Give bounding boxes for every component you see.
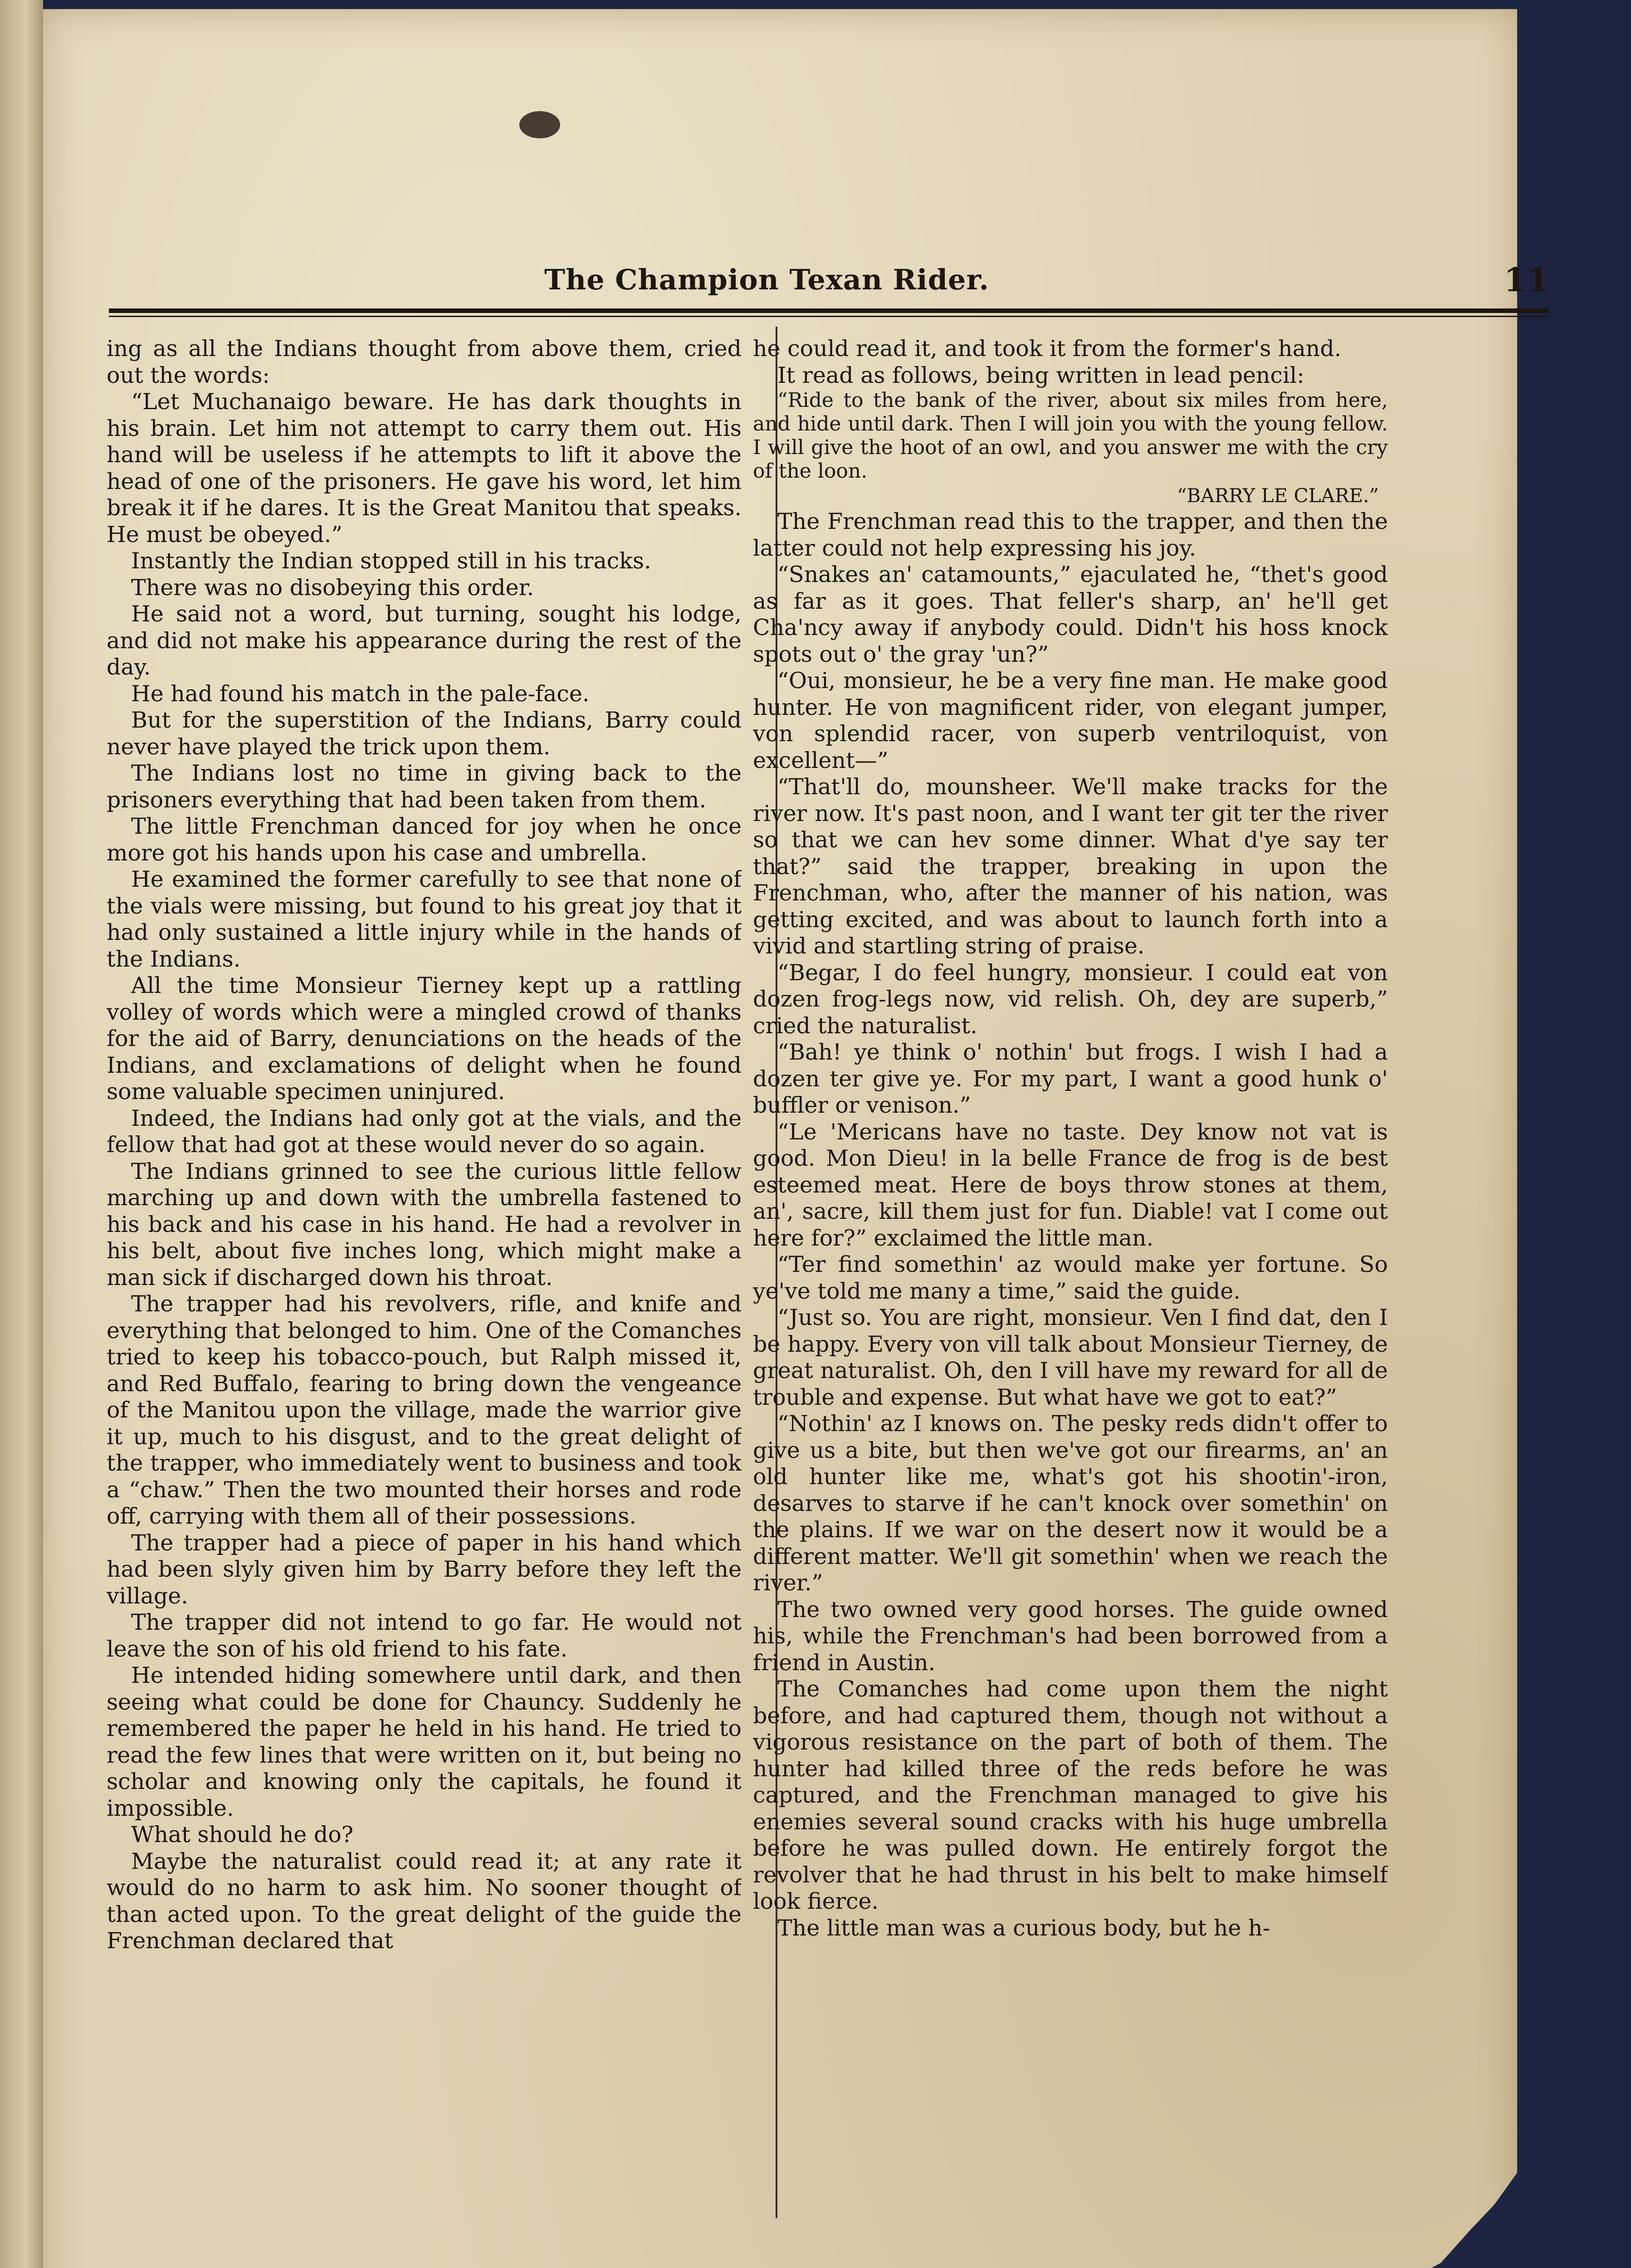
paragraph: All the time Monsieur Tierney kept up a rattling volley of words which were a mingled crowd of thanks for the aid of Barry, denunciations on the heads of the Indians, and exclamations of delight when he found some valuable specimen uninjured. bbox=[107, 973, 742, 1105]
paragraph: He examined the former carefully to see that none of the vials were missing, but found to his great joy that it had only sustained a little injury while in the hands of the Indians. bbox=[107, 866, 742, 972]
paragraph: “Let Muchanaigo beware. He has dark thoughts in his brain. Let him not attempt to carry them out. His hand will be useless if he attempts to lift it above the head of one of the prisoners. He gave his word, let him break it if he dares. It is the Great Manitou that speaks. He must be obeyed.” bbox=[107, 389, 742, 547]
paragraph: “Oui, monsieur, he be a very fine man. He make good hunter. He von magnificent rider, von elegant jumper, von splendid racer, von superb ventriloquist, von excellent—” bbox=[753, 668, 1388, 773]
paragraph: “Begar, I do feel hungry, monsieur. I could eat von dozen frog-legs now, vid relish. Oh, dey are superb,” cried the naturalist. bbox=[753, 959, 1388, 1039]
right-column bbox=[753, 336, 1388, 2214]
paragraph: He had found his match in the pale-face. bbox=[131, 680, 590, 707]
paragraph: It read as follows, being written in lead pencil: bbox=[777, 362, 1304, 388]
paragraph: Maybe the naturalist could read it; at any rate it would do no harm to ask him. No sooner thought of than acted upon. To the great delight of the guide the Frenchman declared that bbox=[107, 1848, 742, 1954]
paragraph: “Ter find somethin' az would make yer fortune. So ye've told me many a time,” said the guide. bbox=[753, 1251, 1388, 1304]
paragraph: “Nothin' az I knows on. The pesky reds didn't offer to give us a bite, but then we've got our firearms, an' an old hunter like me, what's got his shootin'-iron, desarves to starve if he can't knock over somethin' on the plains. If we war on the desert now it would be a different matter. We'll git somethin' when we reach the river.” bbox=[753, 1411, 1388, 1596]
paragraph: The Indians grinned to see the curious little fellow marching up and down with the umbrella fastened to his back and his case in his hand. He had a revolver in his belt, about five inches long, which might make a man sick if discharged down his throat. bbox=[107, 1158, 742, 1290]
paragraph: The trapper had his revolvers, rifle, and knife and everything that belonged to him. One of the Comanches tried to keep his tobacco-pouch, but Ralph missed it, and Red Buffalo, fearing to bring down the vengeance of the Manitou upon the village, made the warrior give it up, much to his disgust, and to the great delight of the trapper, who immediately went to business and took a “chaw.” Then the two mounted their horses and rode off, carrying with them all of their possessions. bbox=[107, 1291, 742, 1529]
paragraph: Indeed, the Indians had only got at the vials, and the fellow that had got at these would never do so again. bbox=[107, 1105, 742, 1158]
paragraph: “That'll do, mounsheer. We'll make tracks for the river now. It's past noon, and I want ter git ter the river so that we can hev some dinner. What d'ye say ter that?” said the trapper, breaking in upon the Frenchman, who, after the manner of his nation, was getting excited, and was about to launch forth into a vivid and startling string of praise. bbox=[753, 774, 1388, 959]
paragraph: He intended hiding somewhere until dark, and then seeing what could be done for Chauncy. Suddenly he remembered the paper he held in his hand. He tried to read the few lines that were written on it, but being no scholar and knowing only the capitals, he found it impossible. bbox=[107, 1662, 742, 1821]
paragraph: But for the superstition of the Indians, Barry could never have played the trick upon them. bbox=[107, 707, 742, 760]
left-column bbox=[107, 336, 742, 2214]
paragraph: The two owned very good horses. The guide owned his, while the Frenchman's had been borrowed from a friend in Austin. bbox=[753, 1596, 1388, 1676]
paragraph: “Just so. You are right, monsieur. Ven I find dat, den I be happy. Every von vill talk about Monsieur Tierney, de great naturalist. Oh, den I vill have my reward for all de trouble and expense. But what have we got to eat?” bbox=[753, 1305, 1388, 1410]
ink-blot bbox=[519, 111, 560, 138]
header-rule bbox=[109, 308, 1549, 313]
paragraph: ing as all the Indians thought from above them, cried out the words: bbox=[107, 336, 742, 388]
page-header bbox=[109, 254, 1549, 299]
paragraph: “Snakes an' catamounts,” ejaculated he, “thet's good as far as it goes. That feller's sharp, an' he'll get Cha'ncy away if anybody could. Didn't his hoss knock spots out o' the gray 'un?” bbox=[753, 562, 1388, 667]
paragraph: The little man was a curious body, but he h- bbox=[777, 1915, 1270, 1941]
paragraph: The Comanches had come upon them the night before, and had captured them, though not without a vigorous resistance on the part of both of them. The hunter had killed three of the reds before he was captured, and the Frenchman managed to give his enemies several sound cracks with his huge umbrella before he was pulled down. He entirely forgot the revolver that he had thrust in his belt to make himself look fierce. bbox=[753, 1676, 1388, 1914]
paragraph: What should he do? bbox=[131, 1822, 354, 1848]
previous-page-edge bbox=[0, 0, 43, 2268]
paragraph: He said not a word, but turning, sought his lodge, and did not make his appearance during the rest of the day. bbox=[107, 601, 742, 680]
paragraph: “Ride to the bank of the river, about six miles from here, and hide until dark. Then I will join you with the young fellow. I will give the hoot of an owl, and you answer me with the cry of the loon. bbox=[753, 389, 1388, 483]
page-number: 11 bbox=[1504, 260, 1549, 299]
paragraph: There was no disobeying this order. bbox=[131, 574, 534, 601]
paragraph: “Le 'Mericans have no taste. Dey know not vat is good. Mon Dieu! in la belle France de frog is de best esteemed meat. Here de boys throw stones at them, an', sacre, kill them just for fun. Diable! vat I come out here for?” exclaimed the little man. bbox=[753, 1119, 1388, 1251]
running-head: The Champion Texan Rider. bbox=[544, 263, 990, 296]
paragraph: The little Frenchman danced for joy when he once more got his hands upon his case and umbrella. bbox=[107, 813, 742, 866]
header-rule-thin bbox=[109, 316, 1549, 317]
paragraph: The Indians lost no time in giving back to the prisoners everything that had been taken from them. bbox=[107, 760, 742, 813]
paragraph: he could read it, and took it from the former's hand. bbox=[753, 336, 1342, 362]
paragraph: “BARRY LE CLARE.” bbox=[1177, 484, 1379, 507]
paragraph: “Bah! ye think o' nothin' but frogs. I wish I had a dozen ter give ye. For my part, I want a good hunk o' buffler or venison.” bbox=[753, 1039, 1388, 1118]
paragraph: The trapper had a piece of paper in his hand which had been slyly given him by Barry before they left the village. bbox=[107, 1530, 742, 1609]
paragraph: Instantly the Indian stopped still in his tracks. bbox=[131, 548, 651, 574]
paragraph: The Frenchman read this to the trapper, and then the latter could not help expressing his joy. bbox=[753, 508, 1388, 561]
paragraph: The trapper did not intend to go far. He would not leave the son of his old friend to his fate. bbox=[107, 1609, 742, 1662]
